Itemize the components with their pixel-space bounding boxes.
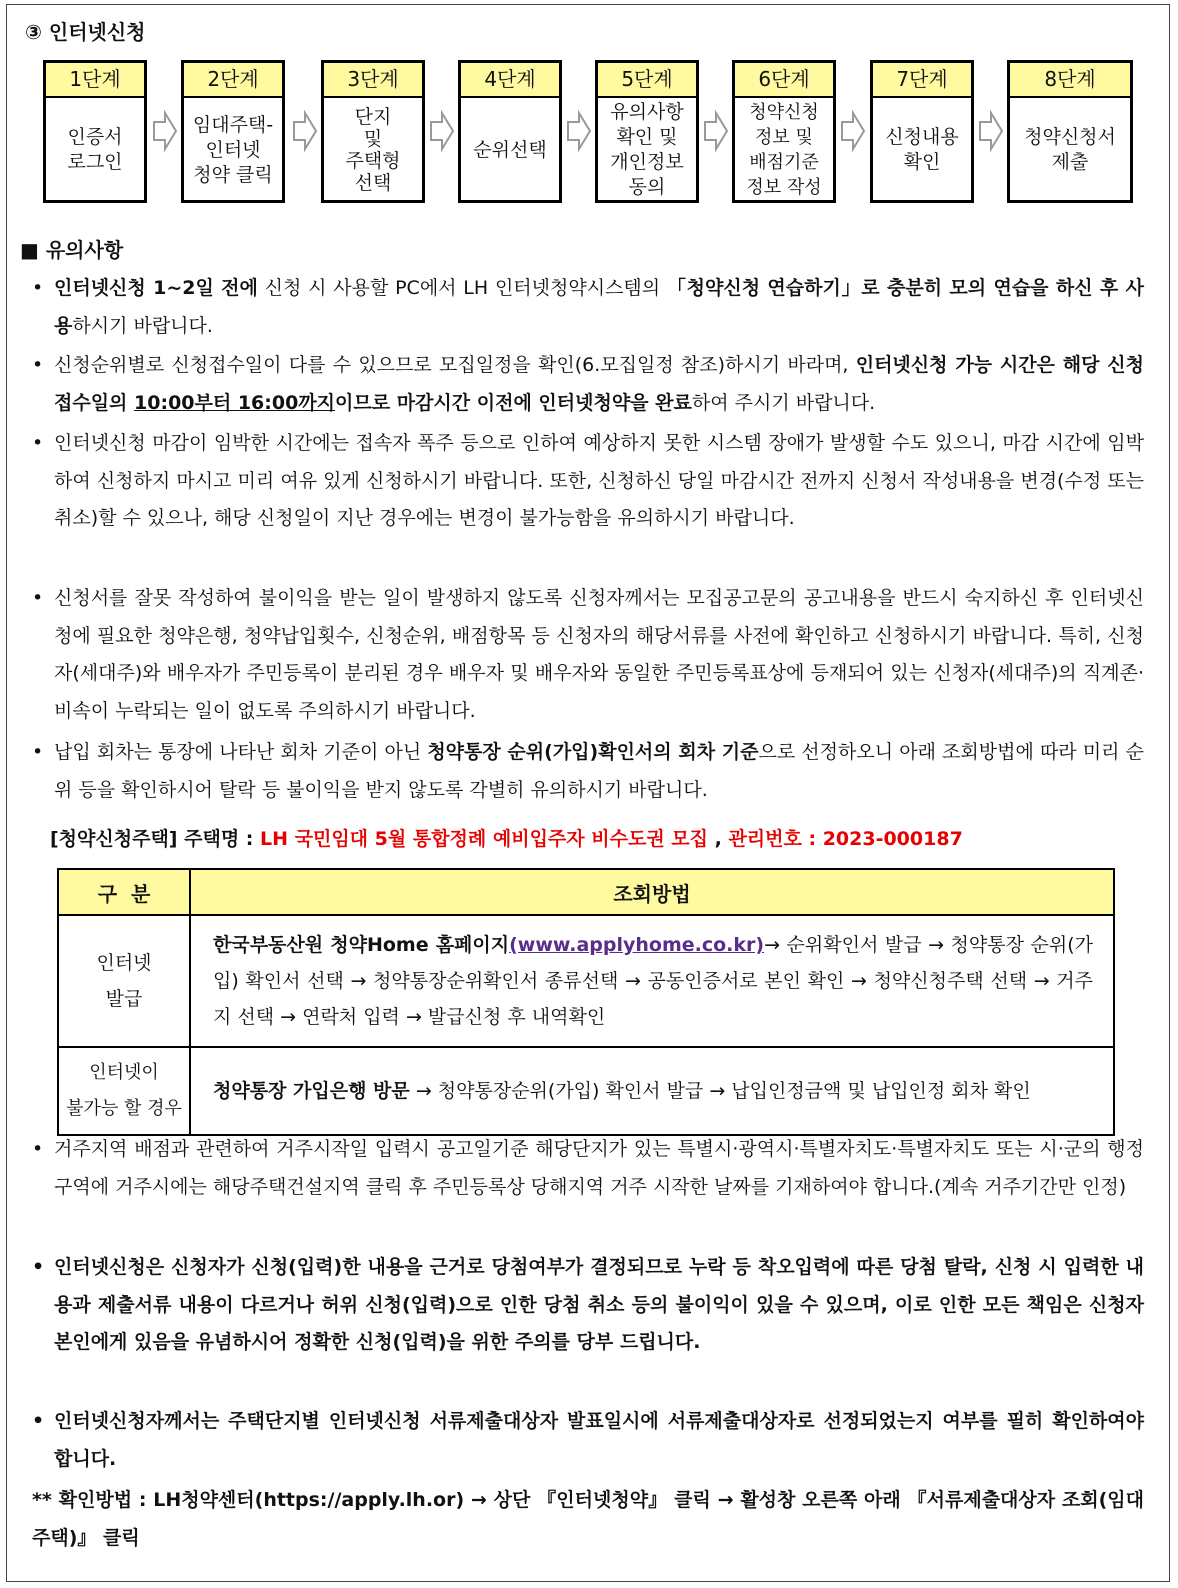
step-1-body: 인증서 로그인 xyxy=(67,126,123,173)
step-4 xyxy=(458,60,562,203)
note-bold: 인터넷신청 1~2일 전에 xyxy=(54,277,258,299)
note-text: 하여 주시기 바랍니다. xyxy=(691,391,876,414)
step-3 xyxy=(321,60,425,203)
step-5-head: 5단계 xyxy=(598,63,696,98)
note-bold: 인터넷신청 가능 시간은 해당 신청접수일의 xyxy=(54,354,1144,414)
note-bold: 이므로 마감시간 이전에 인터넷청약을 완료 xyxy=(335,391,692,414)
note-item xyxy=(32,580,1144,730)
step-5 xyxy=(595,60,699,203)
step-flow xyxy=(43,60,1133,205)
note-item xyxy=(32,270,1144,345)
label-line: 불가능 할 경우 xyxy=(66,1098,182,1119)
step-1-head: 1단계 xyxy=(46,63,144,98)
bullet-icon: • xyxy=(32,1410,45,1432)
step-7-body: 신청내용 확인 xyxy=(885,126,959,173)
note-bold: 청약통장 가입은행 방문 xyxy=(213,1080,410,1102)
house-mgmt-number: 관리번호 : 2023-000187 xyxy=(728,828,963,850)
note-underline: 10:00부터 16:00까지 xyxy=(134,391,336,414)
step-8-head: 8단계 xyxy=(1010,63,1130,98)
step-1 xyxy=(43,60,147,203)
house-sep: , xyxy=(708,828,729,850)
note-bold: 「청약신청 연습하기」로 충분히 모의 연습을 하신 후 사용 xyxy=(54,277,1144,337)
label-line: 인터넷이 xyxy=(89,1062,159,1083)
applyhome-link[interactable]: (www.applyhome.co.kr) xyxy=(509,934,765,956)
step-4-head: 4단계 xyxy=(461,63,559,98)
step-5-body: 유의사항 확인 및 개인정보 동의 xyxy=(610,101,684,198)
note-text: → 청약통장순위(가입) 확인서 발급 → 납입인정금액 및 납입인정 회차 확인 xyxy=(409,1080,1031,1102)
label-line: 인터넷 xyxy=(96,952,152,974)
note-text: 인터넷신청자께서는 주택단지별 인터넷신청 서류제출대상자 발표일시에 서류제출대상자로 선정되었는지 여부를 필히 확인하여야 합니다. xyxy=(54,1410,1144,1470)
step-3-head: 3단계 xyxy=(324,63,422,98)
step-3-body: 단지 및 주택형 선택 xyxy=(345,106,401,194)
arrow-right-icon xyxy=(292,110,318,152)
step-6 xyxy=(732,60,836,203)
table-row-label xyxy=(58,915,190,1047)
bullet-icon: • xyxy=(32,277,44,299)
note-item xyxy=(32,347,1144,422)
step-2 xyxy=(181,60,285,203)
step-8 xyxy=(1007,60,1133,203)
notes-title: ■ 유의사항 xyxy=(20,238,124,262)
arrow-right-icon xyxy=(703,110,729,152)
bullet-icon: • xyxy=(32,354,44,376)
arrow-right-icon xyxy=(840,110,866,152)
bullet-icon: • xyxy=(32,1138,44,1160)
bullet-icon: • xyxy=(32,432,44,454)
step-7 xyxy=(870,60,974,203)
house-name: LH 국민임대 5월 통합정례 예비입주자 비수도권 모집 xyxy=(260,828,708,850)
table-row-content xyxy=(190,1047,1114,1135)
note-bold: 한국부동산원 청약Home 홈페이지 xyxy=(213,934,510,956)
bullet-icon: • xyxy=(32,1256,45,1278)
step-6-head: 6단계 xyxy=(735,63,833,98)
table-row-label xyxy=(58,1047,190,1135)
table-header-category: 구 분 xyxy=(58,869,190,915)
note-item xyxy=(32,1131,1144,1206)
note-bold: 청약통장 순위(가입)확인서의 회차 기준 xyxy=(427,741,759,763)
note-text: 으로 선정하오니 아래 조회방법에 따라 미리 순위 등을 확인하시어 탈락 등 불이익을 받지 않도록 각별히 유의하시기 바랍니다. xyxy=(54,741,1144,801)
step-7-head: 7단계 xyxy=(873,63,971,98)
step-6-body: 청약신청 정보 및 배점기준 정보 작성 xyxy=(746,102,822,198)
note-text: 인터넷신청은 신청자가 신청(입력)한 내용을 근거로 당첨여부가 결정되므로 누락 등 착오입력에 따른 당첨 탈락, 신청 시 입력한 내용과 제출서류 내용이 다르거나 허위 신청(입력)으로 인한 당첨 취소 등의 불이익이 있을 수 있으며, 이로 인한 모든 책임은 신청자 본인에게 있음을 유념하시어 정확한 신청(입력)을 위한 주의를 당부 드립니다. xyxy=(54,1256,1144,1354)
note-item xyxy=(32,1403,1144,1478)
note-item xyxy=(32,425,1144,538)
arrow-right-icon xyxy=(152,110,178,152)
step-8-body: 청약신청서 제출 xyxy=(1024,126,1116,173)
label-line: 발급 xyxy=(105,988,143,1010)
step-4-body: 순위선택 xyxy=(473,138,547,161)
arrow-right-icon xyxy=(978,110,1004,152)
note-text: → 순위확인서 발급 → 청약통장 순위(가입) 확인서 선택 → 청약통장순위확인서 종류선택 → 공동인증서로 본인 확인 → 청약신청주택 선택 → 거주지 선택 → 연락처 입력 → 발급신청 후 내역확인 xyxy=(213,934,1093,1028)
house-line xyxy=(50,824,963,851)
note-item xyxy=(32,1249,1144,1362)
table-header-method: 조회방법 xyxy=(190,869,1114,915)
table-row xyxy=(58,1047,1114,1135)
step-2-head: 2단계 xyxy=(184,63,282,98)
table-row xyxy=(58,915,1114,1047)
note-text: 신청 시 사용할 PC에서 LH 인터넷청약시스템의 xyxy=(257,277,667,299)
note-text: 거주지역 배점과 관련하여 거주시작일 입력시 공고일기준 해당단지가 있는 특별시·광역시·특별자치도·특별자치도 또는 시·군의 행정구역에 거주시에는 해당주택건설지역 클릭 후 주민등록상 당해지역 거주 시작한 날짜를 기재하여야 합니다.(계속 거주기간만 인정) xyxy=(54,1138,1144,1198)
bullet-icon: • xyxy=(32,741,44,763)
note-text: 인터넷신청 마감이 임박한 시간에는 접속자 폭주 등으로 인하여 예상하지 못한 시스템 장애가 발생할 수도 있으니, 마감 시간에 임박하여 신청하지 마시고 미리 여유 있게 신청하시기 바랍니다. 또한, 신청하신 당일 마감시간 전까지 신청서 작성내용을 변경(수정 또는 취소)할 수 있으나, 해당 신청일이 지난 경우에는 변경이 불가능함을 유의하시기 바랍니다. xyxy=(54,432,1144,530)
arrow-right-icon xyxy=(429,110,455,152)
inquiry-table xyxy=(57,868,1115,1136)
table-row-content xyxy=(190,915,1114,1047)
note-text: 신청순위별로 신청접수일이 다를 수 있으므로 모집일정을 확인(6.모집일정 참조)하시기 바라며, xyxy=(54,354,856,376)
arrow-right-icon xyxy=(566,110,592,152)
house-label: [청약신청주택] 주택명 : xyxy=(50,828,260,850)
bullet-icon: • xyxy=(32,587,44,609)
note-text: 하시기 바랍니다. xyxy=(72,314,213,337)
note-item xyxy=(32,734,1144,809)
check-method: ** 확인방법 : LH청약센터(https://apply.lh.or) → 상단 『인터넷청약』 클릭 → 활성창 오른쪽 아래 『서류제출대상자 조회(임대주택)』 클릭 xyxy=(32,1489,1144,1549)
section-title: ③ 인터넷신청 xyxy=(25,20,146,44)
note-text: 납입 회차는 통장에 나타난 회차 기준이 아닌 xyxy=(54,741,428,763)
note-text: 신청서를 잘못 작성하여 불이익을 받는 일이 발생하지 않도록 신청자께서는 모집공고문의 공고내용을 반드시 숙지하신 후 인터넷신청에 필요한 청약은행, 청약납입횟수, 신청순위, 배점항목 등 신청자의 해당서류를 사전에 확인하고 신청하시기 바랍니다. 특히, 신청자(세대주)와 배우자가 주민등록이 분리된 경우 배우자 및 배우자와 동일한 주민등록표상에 등재되어 있는 신청자(세대주)의 직계존·비속이 누락되는 일이 없도록 주의하시기 바랍니다. xyxy=(54,587,1144,722)
step-2-body: 임대주택- 인터넷 청약 클릭 xyxy=(192,113,274,186)
